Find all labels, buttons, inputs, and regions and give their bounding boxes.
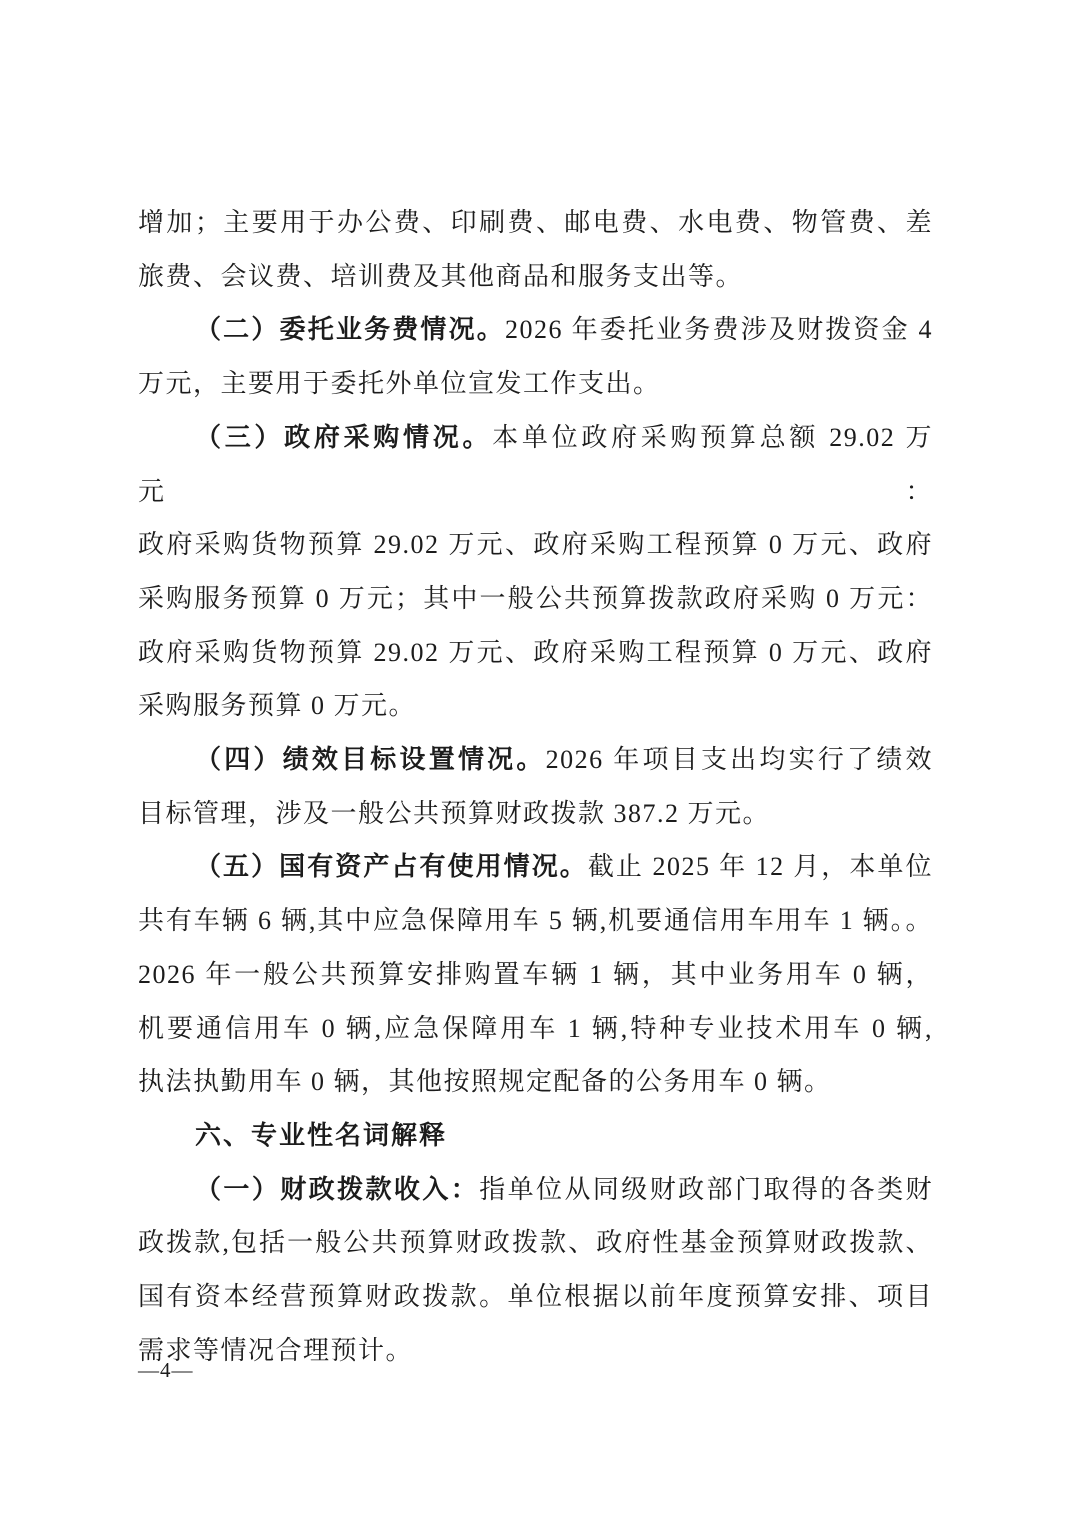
text-line	[138, 196, 933, 250]
line-text: 2026 年一般公共预算安排购置车辆 1 辆，其中业务用车 0 辆，	[138, 959, 933, 989]
line-text: 2026 年委托业务费涉及财拨资金 4	[504, 315, 933, 345]
line-text: 政府采购货物预算 29.02 万元、政府采购工程预算 0 万元、政府	[138, 530, 933, 560]
line-bold-head: （四）绩效目标设置情况。	[195, 745, 546, 775]
line-text: 指单位从同级财政部门取得的各类财	[479, 1174, 933, 1204]
section-heading-line-4	[138, 733, 933, 787]
text-line	[138, 572, 933, 626]
line-text: 增加；主要用于办公费、印刷费、邮电费、水电费、物管费、差	[138, 208, 933, 237]
line-bold-head: （五）国有资产占有使用情况。	[195, 852, 588, 882]
page-number: —4—	[138, 1358, 194, 1382]
document-body	[138, 196, 933, 1377]
section-heading-line-2	[138, 303, 933, 357]
text-line	[138, 948, 933, 1002]
line-text: 采购服务预算 0 万元；其中一般公共预算拨款政府采购 0 万元：	[138, 583, 933, 613]
text-line	[138, 1270, 933, 1324]
line-text: 本单位政府采购预算总额 29.02 万元：	[138, 422, 933, 506]
section-heading-line-5	[138, 840, 933, 894]
line-text: 旅费、会议费、培训费及其他商品和服务支出等。	[138, 261, 744, 291]
section-heading-line-3	[138, 411, 933, 518]
text-line	[138, 894, 933, 948]
text-line	[138, 250, 933, 304]
text-line	[138, 1216, 933, 1270]
text-line	[138, 787, 933, 841]
line-bold-head: （三）政府采购情况。	[195, 422, 493, 452]
line-text: 2026 年项目支出均实行了绩效	[545, 745, 933, 775]
line-text: 万元，主要用于委托外单位宣发工作支出。	[138, 369, 661, 399]
line-text: 采购服务预算 0 万元。	[138, 691, 417, 721]
text-line	[138, 1324, 933, 1378]
line-bold-head: （一）财政拨款收入：	[195, 1174, 480, 1204]
line-text: 共有车辆 6 辆,其中应急保障用车 5 辆,机要通信用车用车 1 辆。。	[138, 906, 933, 936]
line-text: 目标管理，涉及一般公共预算财政拨款 387.2 万元。	[138, 798, 771, 828]
text-line	[138, 1002, 933, 1056]
line-text: 政拨款,包括一般公共预算财政拨款、政府性基金预算财政拨款、	[138, 1228, 933, 1258]
line-text: 需求等情况合理预计。	[138, 1335, 414, 1365]
line-text: 执法执勤用车 0 辆，其他按照规定配备的公务用车 0 辆。	[138, 1067, 832, 1097]
line-text: 截止 2025 年 12 月，本单位	[587, 852, 933, 882]
text-line	[138, 1055, 933, 1109]
line-text: 政府采购货物预算 29.02 万元、政府采购工程预算 0 万元、政府	[138, 637, 933, 667]
text-line	[138, 626, 933, 680]
section-heading-line-1	[138, 1163, 933, 1217]
text-line	[138, 357, 933, 411]
line-bold-head: （二）委托业务费情况。	[195, 315, 505, 345]
chapter-heading-6	[138, 1109, 933, 1163]
text-line	[138, 518, 933, 572]
line-text: 机要通信用车 0 辆,应急保障用车 1 辆,特种专业技术用车 0 辆,	[138, 1013, 933, 1043]
chapter-heading-text: 六、专业性名词解释	[195, 1119, 448, 1150]
line-text: 国有资本经营预算财政拨款。单位根据以前年度预算安排、项目	[138, 1282, 933, 1312]
text-line	[138, 679, 933, 733]
